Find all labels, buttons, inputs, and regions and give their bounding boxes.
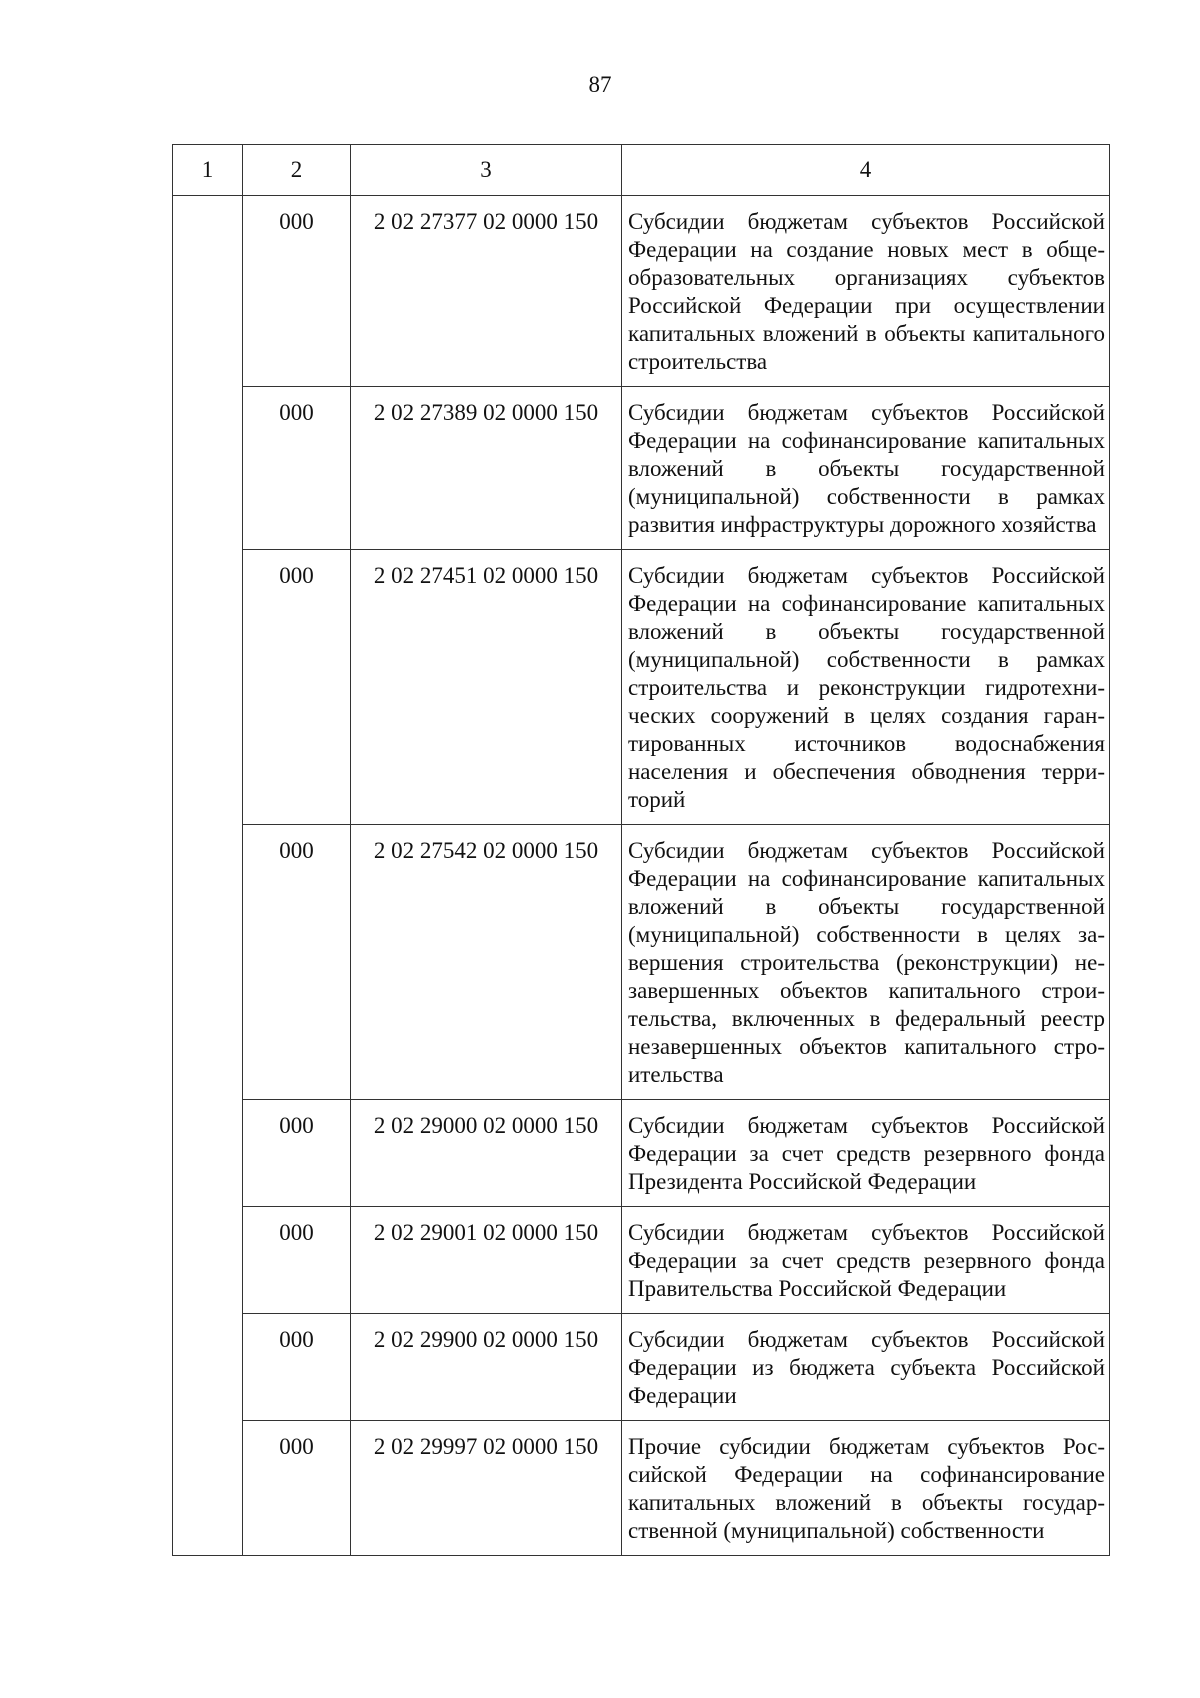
page-number: 87 bbox=[588, 72, 612, 97]
admin-code-cell: 000 bbox=[243, 825, 351, 1100]
table-row bbox=[173, 1314, 1110, 1421]
admin-code-cell: 000 bbox=[243, 1207, 351, 1314]
table-header-row bbox=[173, 145, 1110, 196]
description-cell: Субсидии бюджетам субъектов Российской Федерации за счет средств резервного фонда Президента Российской Федерации bbox=[622, 1100, 1110, 1207]
budget-codes-table bbox=[172, 144, 1110, 1556]
header-col-1: 1 bbox=[173, 145, 243, 196]
admin-code-cell: 000 bbox=[243, 196, 351, 387]
header-col-2: 2 bbox=[243, 145, 351, 196]
table-row bbox=[173, 1100, 1110, 1207]
header-col-3: 3 bbox=[351, 145, 622, 196]
table-row bbox=[173, 196, 1110, 387]
header-col-4: 4 bbox=[622, 145, 1110, 196]
budget-code-cell: 2 02 27451 02 0000 150 bbox=[351, 550, 622, 825]
admin-code-cell: 000 bbox=[243, 1314, 351, 1421]
table-row bbox=[173, 387, 1110, 550]
description-cell: Субсидии бюджетам субъектов Российской Федерации за счет средств резервного фонда Правительства Российской Федерации bbox=[622, 1207, 1110, 1314]
description-cell: Субсидии бюджетам субъектов Российской Федерации на софинансирование капитальных вложений в объекты государственной (муниципальной) собственности в целях завершения строительства (реконструкции) незавершенных объектов капитального строительства, включенных в федеральный реестр незавершенных объектов капитального строительства bbox=[622, 825, 1110, 1100]
budget-code-cell: 2 02 27377 02 0000 150 bbox=[351, 196, 622, 387]
table-row bbox=[173, 825, 1110, 1100]
budget-code-cell: 2 02 29997 02 0000 150 bbox=[351, 1421, 622, 1556]
admin-code-cell: 000 bbox=[243, 387, 351, 550]
description-cell: Субсидии бюджетам субъектов Российской Федерации из бюджета субъекта Российской Федерации bbox=[622, 1314, 1110, 1421]
description-cell: Субсидии бюджетам субъектов Российской Федерации на софинансирование капитальных вложений в объекты государственной (муниципальной) собственности в рамках строительства и реконструкции гидротехнических сооружений в целях создания гарантированных источников водоснабжения населения и обеспечения обводнения территорий bbox=[622, 550, 1110, 825]
description-cell: Субсидии бюджетам субъектов Российской Федерации на создание новых мест в общеобразовательных организациях субъектов Российской Федерации при осуществлении капитальных вложений в объекты капитального строительства bbox=[622, 196, 1110, 387]
admin-code-cell: 000 bbox=[243, 1421, 351, 1556]
admin-code-cell: 000 bbox=[243, 550, 351, 825]
budget-code-cell: 2 02 29001 02 0000 150 bbox=[351, 1207, 622, 1314]
description-cell: Субсидии бюджетам субъектов Российской Федерации на софинансирование капитальных вложений в объекты государственной (муниципальной) собственности в рамках развития инфраструктуры дорожного хозяйства bbox=[622, 387, 1110, 550]
table-row bbox=[173, 1421, 1110, 1556]
budget-code-cell: 2 02 27389 02 0000 150 bbox=[351, 387, 622, 550]
budget-code-cell: 2 02 29000 02 0000 150 bbox=[351, 1100, 622, 1207]
table-row bbox=[173, 1207, 1110, 1314]
empty-col-1-cell bbox=[173, 196, 243, 1556]
description-cell: Прочие субсидии бюджетам субъектов Российской Федерации на софинансирование капитальных вложений в объекты государственной (муниципальной) собственности bbox=[622, 1421, 1110, 1556]
admin-code-cell: 000 bbox=[243, 1100, 351, 1207]
budget-code-cell: 2 02 29900 02 0000 150 bbox=[351, 1314, 622, 1421]
budget-code-cell: 2 02 27542 02 0000 150 bbox=[351, 825, 622, 1100]
table-row bbox=[173, 550, 1110, 825]
